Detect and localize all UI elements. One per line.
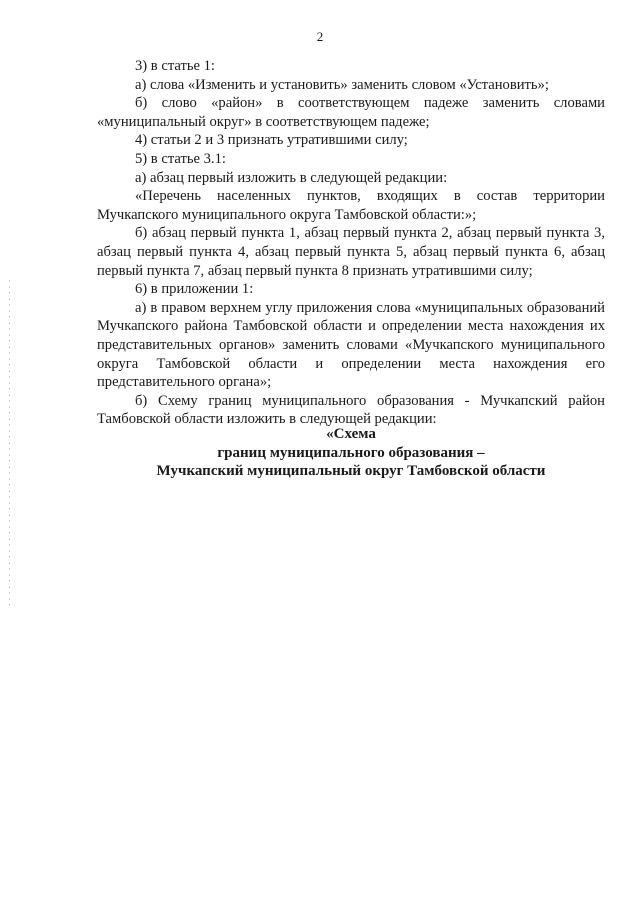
paragraph-settlements-list: «Перечень населенных пунктов, входящих в состав территории Мучкапского муниципального округа Тамбовской области:»;: [97, 188, 605, 223]
paragraph-article-3-1: 5) в статье 3.1:: [135, 150, 226, 167]
margin-scan-mark: [9, 280, 10, 610]
paragraph-articles-2-3: 4) статьи 2 и 3 признать утратившими силу;: [135, 132, 408, 149]
paragraph-appendix-1: 6) в приложении 1:: [135, 281, 254, 298]
heading-line-3: Мучкапский муниципальный округ Тамбовской области: [156, 463, 546, 480]
heading-line-2: границ муниципального образования –: [217, 444, 485, 461]
paragraph-article-1-b: б) слово «район» в соответствующем падеже заменить словами «муниципальный округ» в соответствующем падеже;: [97, 95, 605, 130]
page-number: 2: [316, 29, 324, 44]
paragraph-article-1-a: а) слова «Изменить и установить» заменить словом «Установить»;: [135, 76, 549, 93]
scheme-heading: [97, 425, 605, 481]
paragraph-article-3-1-b: б) абзац первый пункта 1, абзац первый пункта 2, абзац первый пункта 3, абзац первый пункта 4, абзац первый пункта 5, абзац первый пункта 6, абзац первый пункта 7, абзац первый пункта 8 признать утратившими силу;: [97, 225, 605, 279]
heading-line-1: «Схема: [326, 426, 376, 442]
document-body: [97, 57, 605, 429]
paragraph-appendix-1-b: б) Схему границ муниципального образования - Мучкапский район Тамбовской области изложить в следующей редакции:: [97, 392, 605, 428]
paragraph-appendix-1-a: а) в правом верхнем углу приложения слова «муниципальных образований Мучкапского района Тамбовской области и определении места нахождения их представительных органов» заменить словами «Мучкапского муниципального округа Тамбовской области и определении места нахождения его представительного органа»;: [97, 299, 605, 391]
paragraph-article-1: 3) в статье 1:: [135, 58, 215, 74]
paragraph-article-3-1-a: а) абзац первый изложить в следующей редакции:: [135, 169, 448, 186]
